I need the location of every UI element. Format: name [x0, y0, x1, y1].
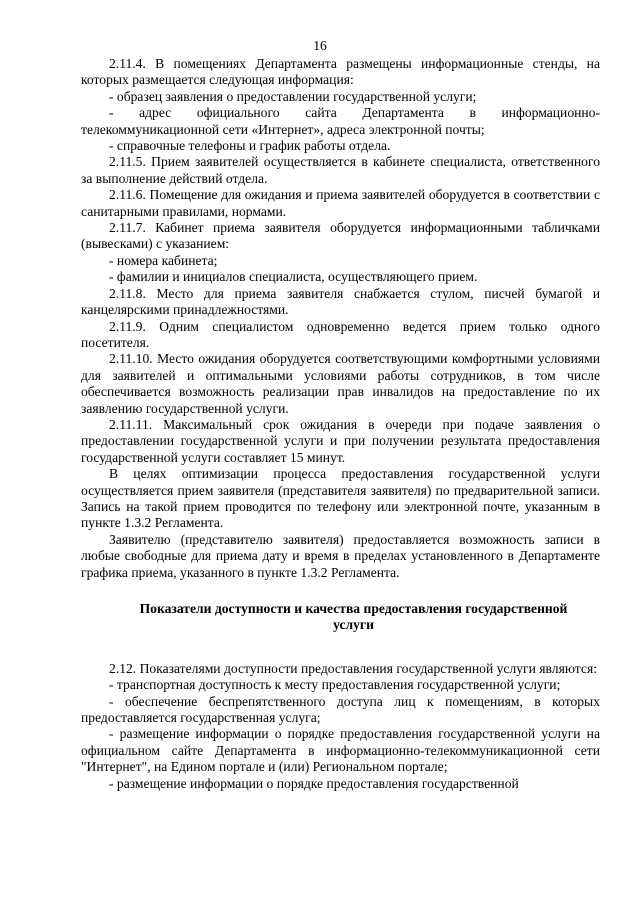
- list-item: - размещение информации о порядке предоставления государственной услуги на официальном сайте Департамента в информационно-телекоммуникационной сети "Интернет", на Едином портале и (или) Региональном портале;: [81, 726, 600, 775]
- list-item: - фамилии и инициалов специалиста, осуществляющего прием.: [109, 269, 478, 285]
- paragraph-2-11-11: 2.11.11. Максимальный срок ожидания в очереди при подаче заявления о предоставлении государственной услуги и при получении результата предоставления государственной услуги составляет 15 минут.: [81, 416, 600, 465]
- page-number: 16: [313, 38, 327, 53]
- paragraph-2-11-8: 2.11.8. Место для приема заявителя снабжается стулом, писчей бумагой и канцелярскими принадлежностями.: [81, 285, 600, 318]
- document-body: [81, 56, 600, 792]
- section-heading: Показатели доступности и качества предоставления государственной услуги: [139, 601, 568, 633]
- paragraph-2-11-6: 2.11.6. Помещение для ожидания и приема заявителей оборудуется в соответствии с санитарными правилами, нормами.: [81, 187, 600, 219]
- paragraph-preliminary-booking: В целях оптимизации процесса предоставления государственной услуги осуществляется прием заявителя (представителя заявителя) по предварительной записи. Запись на такой прием проводится по телефону или электронной почте, указанным в пункте 1.3.2 Регламента.: [81, 466, 600, 531]
- list-item: - образец заявления о предоставлении государственной услуги;: [109, 88, 477, 104]
- paragraph-booking-options: Заявителю (представителю заявителя) предоставляется возможность записи в любые свободные для приема дату и время в пределах установленного в Департаменте графика приема, указанного в пункте 1.3.2 Регламента.: [81, 531, 600, 580]
- paragraph-2-11-7: 2.11.7. Кабинет приема заявителя оборудуется информационными табличками (вывесками) с указанием:: [81, 220, 600, 252]
- spacer: [81, 634, 600, 661]
- list-item: - справочные телефоны и график работы отдела.: [109, 138, 391, 154]
- list-item: - обеспечение беспрепятственного доступа лиц к помещениям, в которых предоставляется государственная услуга;: [81, 693, 600, 726]
- paragraph-2-11-4: 2.11.4. В помещениях Департамента размещены информационные стенды, на которых размещается следующая информация:: [81, 56, 600, 88]
- paragraph-2-12: 2.12. Показателями доступности предоставления государственной услуги являются:: [109, 660, 597, 676]
- paragraph-2-11-10: 2.11.10. Место ожидания оборудуется соответствующими комфортными условиями для заявителей и оптимальными условиями работы сотрудников, в том числе обеспечивается возможность реализации прав инвалидов на предоставление по их заявлению государственной услуги.: [81, 351, 600, 416]
- paragraph-2-11-5: 2.11.5. Прием заявителей осуществляется в кабинете специалиста, ответственного за выполнение действий отдела.: [81, 154, 600, 186]
- list-item: - номера кабинета;: [109, 252, 218, 268]
- paragraph-2-11-9: 2.11.9. Одним специалистом одновременно ведется прием только одного посетителя.: [81, 318, 600, 350]
- spacer: [81, 581, 600, 601]
- list-item: - размещение информации о порядке предоставления государственной: [109, 775, 519, 791]
- list-item: - адрес официального сайта Департамента в информационно-телекоммуникационной сети «Интернет», адреса электронной почты;: [81, 105, 600, 137]
- list-item: - транспортная доступность к месту предоставления государственной услуги;: [109, 677, 561, 693]
